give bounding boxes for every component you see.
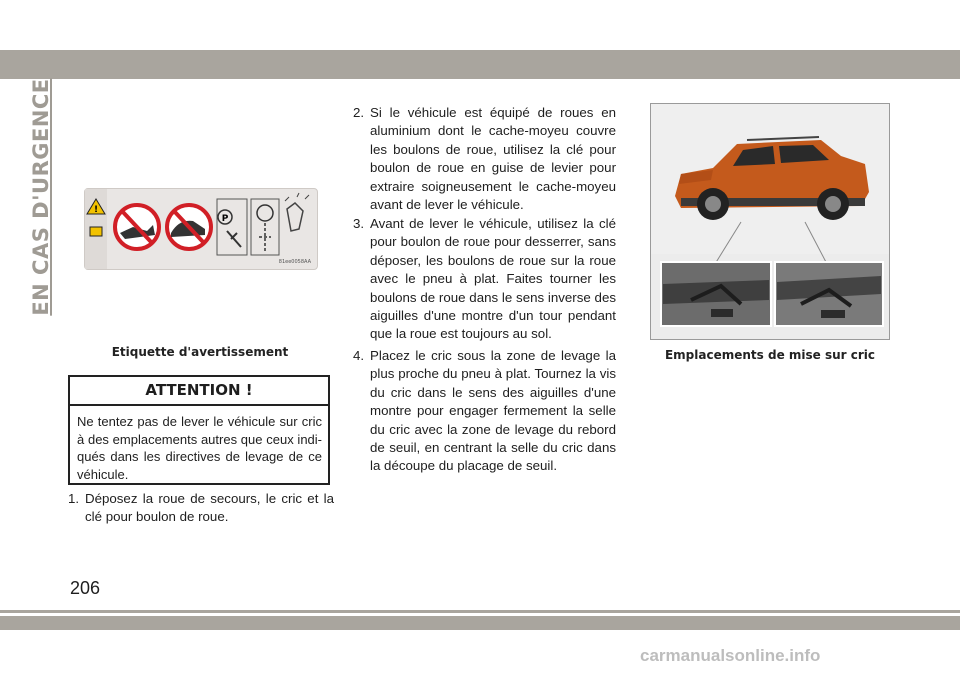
step-number: 4. [353,348,365,363]
step-text: Si le véhicule est équipé de roues en aluminium dont le cache-moyeu couvre les boulons de roue, utilisez la clé pour boulon de roue en guise de levier pour extraire soigneusement le cache-moyeu avant de lever le véhicule. [370,105,616,213]
step-3 [353,215,616,344]
jack-position-icon [251,199,279,255]
warning-label-image [84,188,318,270]
step-2 [353,104,616,214]
step-number: 3. [353,216,365,231]
rear-jack-point-photo [775,262,883,326]
hand-icon [285,193,309,231]
step-text: Déposez la roue de secours, le cric et la clé pour boulon de roue. [85,491,334,525]
attention-box [68,375,330,485]
section-tab [26,78,56,316]
front-jack-point-photo [661,262,771,326]
bottom-band-line [0,610,960,613]
svg-text:P: P [221,214,229,224]
jack-locations-photo [650,103,890,340]
step-text: Placez le cric sous la zone de levage la plus proche du pneu à plat. Tournez la vis du cric dans le sens des aiguilles d'une montre pour engager fermement la selle du cric avec la zone de levage du rebord de seuil, en centrant la selle du cric dans la découpe du placage de seuil. [370,348,616,474]
top-band [0,50,960,76]
park-instruction-icon [217,199,247,255]
attention-body: Ne tentez pas de lever le véhicule sur cric à des emplacements autres que ceux indi- qués dans les directives de levage de ce véhicule. [77,414,322,482]
watermark: carmanualsonline.info [640,646,821,665]
step-text: Avant de lever le véhicule, utilisez la clé pour boulon de roue pour desserrer, sans déposer, les boulons de roue sur la roue avec le pneu à plat. Faites tourner les boulons de roue dans le sens inverse des aiguilles d'une montre d'un tour pendant que la roue est toujours au sol. [370,216,616,342]
svg-text:!: ! [93,205,99,215]
attention-title: ATTENTION ! [70,377,328,406]
no-lying-under-icon [115,205,159,249]
step-number: 2. [353,105,365,120]
warning-label-caption: Etiquette d'avertissement [111,345,289,359]
bottom-band [0,616,960,630]
photo-caption: Emplacements de mise sur cric [664,348,876,362]
section-tab-label: EN CAS D'URGENCE [29,78,53,316]
step-number: 1. [68,491,80,506]
step-4 [353,347,616,476]
step-1 [68,490,334,527]
manual-icon [90,227,102,236]
label-code: 81ee0058AA [278,259,311,265]
page-number: 206 [70,578,101,598]
no-starting-engine-icon [167,205,211,249]
